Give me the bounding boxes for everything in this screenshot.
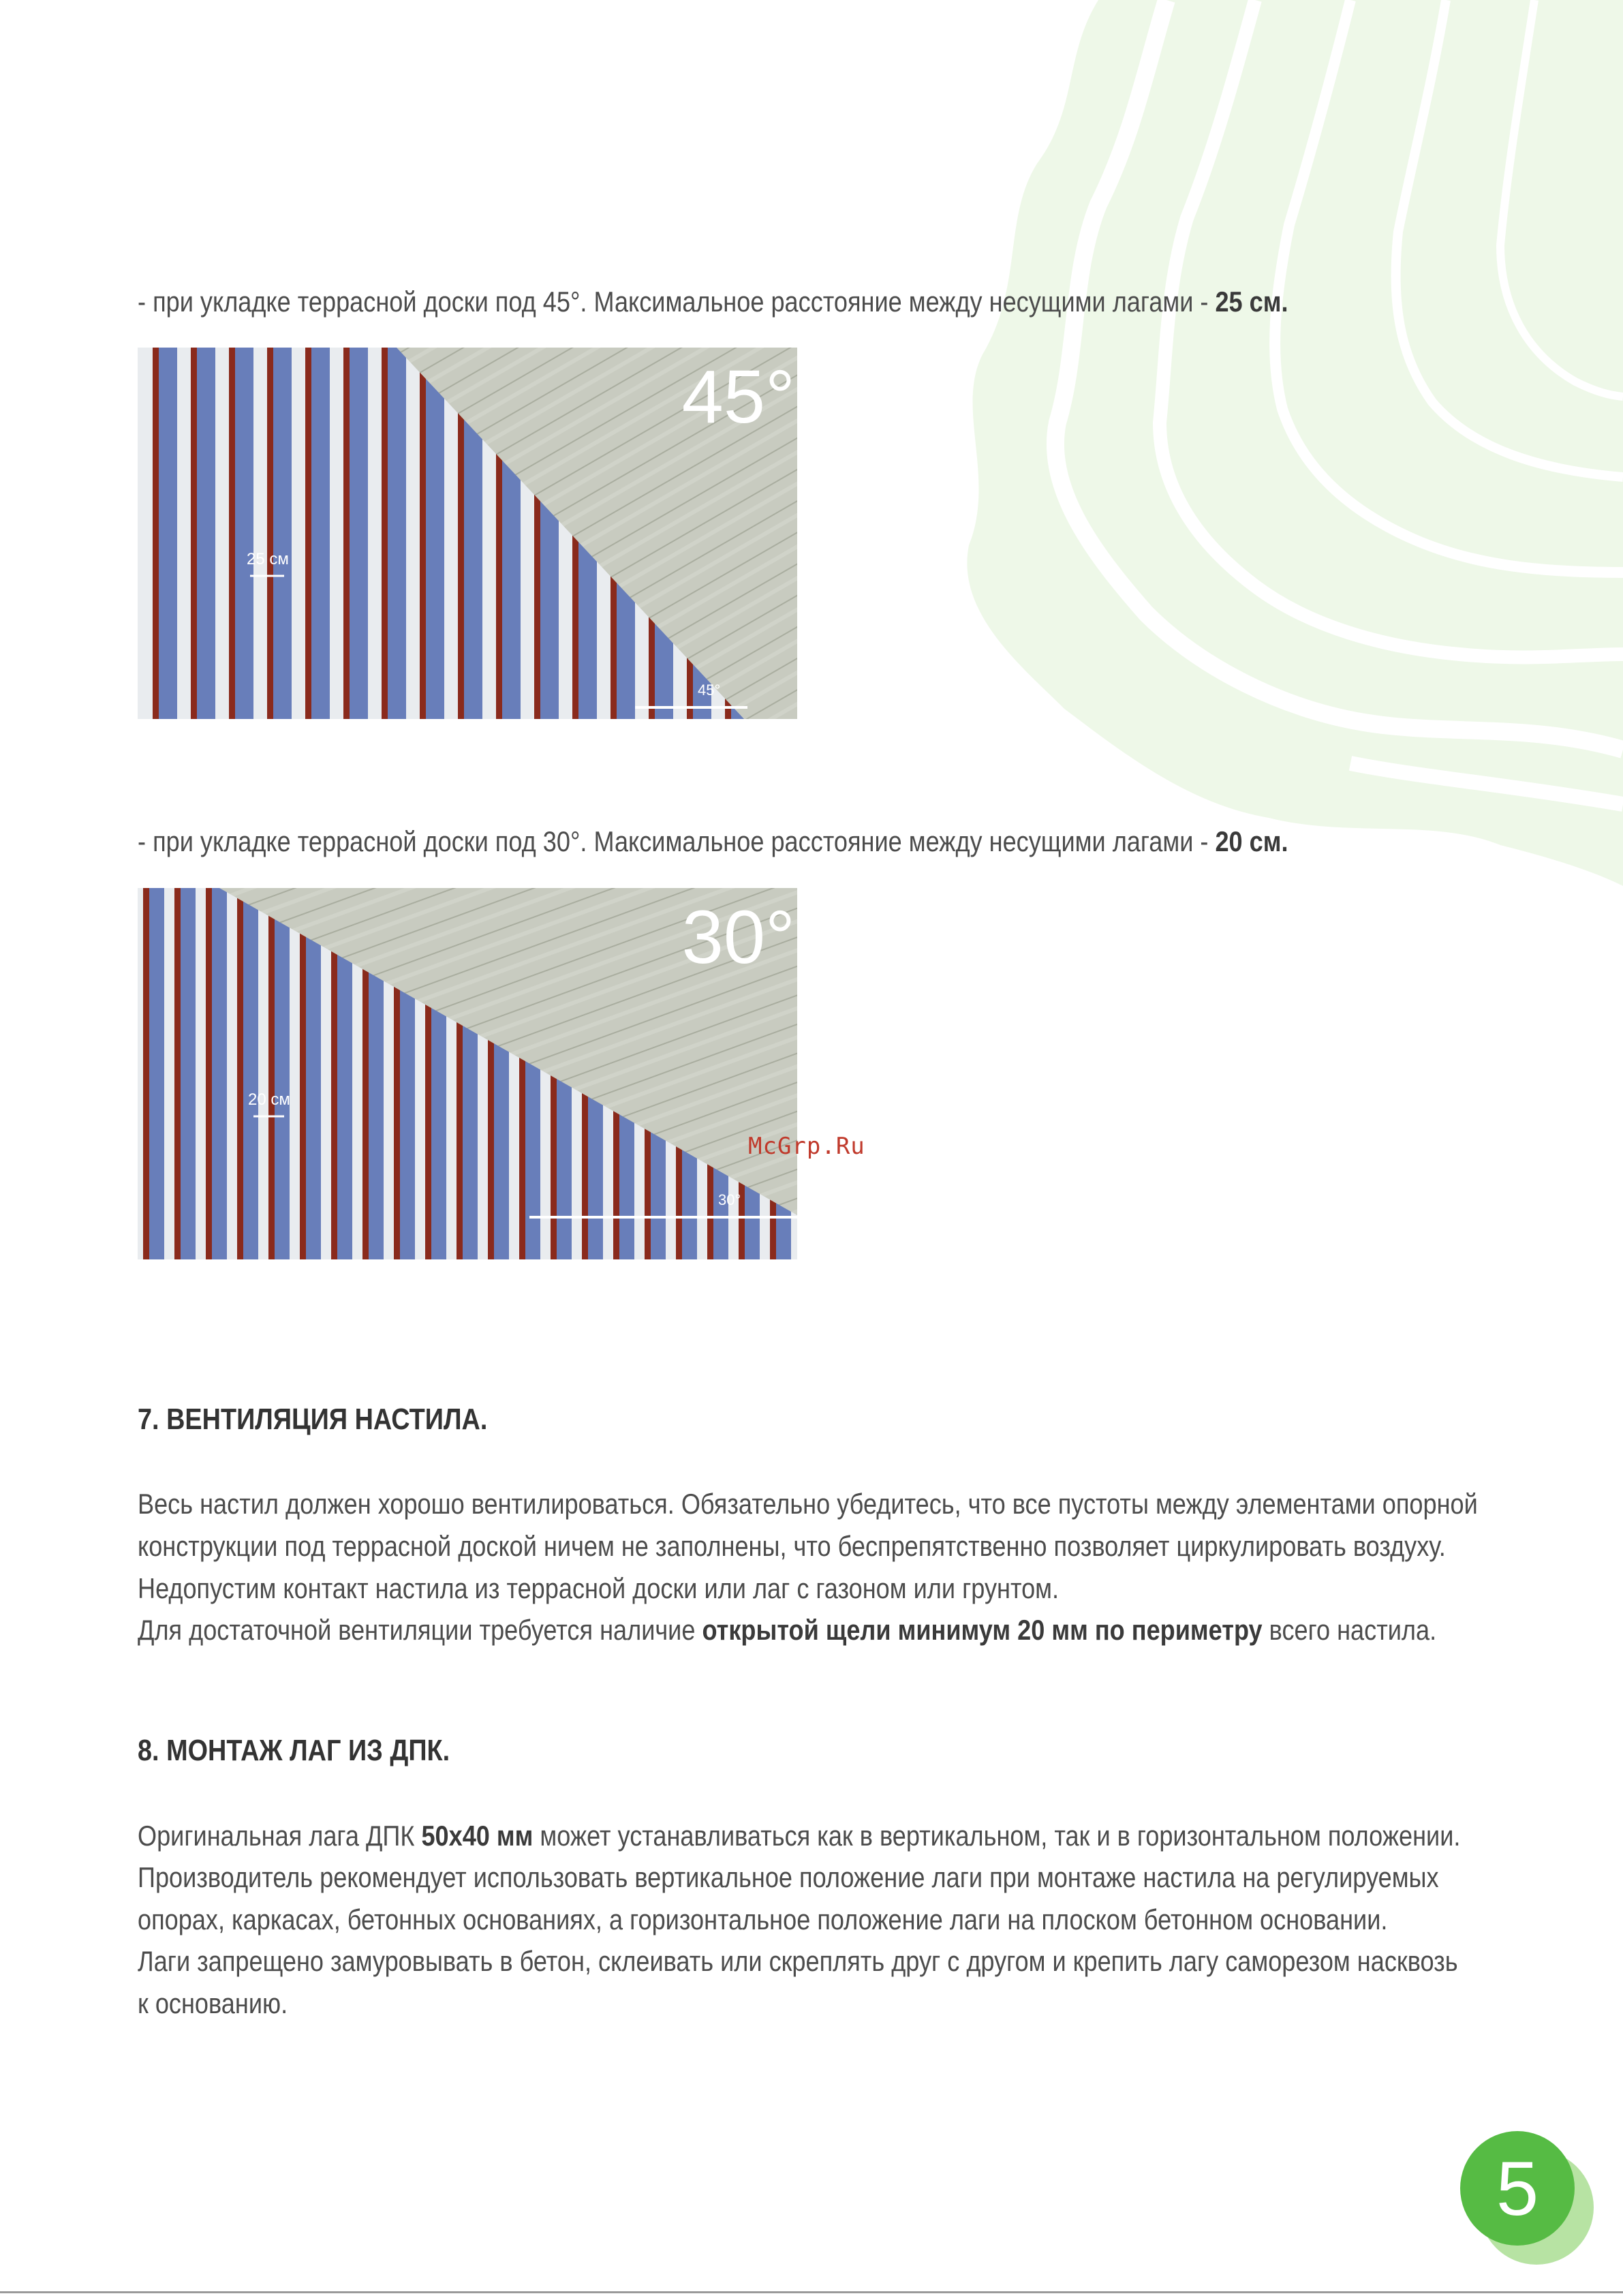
angle-label-30: 30°	[681, 896, 795, 979]
angle-label-45: 45°	[681, 355, 795, 439]
joist-shadow	[274, 888, 290, 1259]
joist-bar	[267, 348, 273, 719]
joist-bar	[191, 348, 197, 719]
caption-30-text: - при укладке террасной доски под 30°. Максимальное расстояние между несущими лагами -	[138, 825, 1216, 857]
joist-bar	[206, 888, 212, 1259]
joist-bar	[300, 888, 306, 1259]
page-number: 5	[1460, 2131, 1575, 2246]
joist-shadow	[196, 348, 215, 719]
joist-bar	[382, 348, 388, 719]
joist-shadow	[273, 348, 292, 719]
spacing-label-30: 20 см	[248, 1090, 290, 1109]
ventilation-line-1: Весь настил должен хорошо вентилироваться. Обязательно убедитесь, что все пустоты между элементами опорной	[138, 1488, 1478, 1520]
joists-line-1-suffix: может устанавливаться как в вертикальном, так и в горизонтальном положении.	[533, 1820, 1461, 1852]
photo-30-degree-layout	[138, 888, 797, 1259]
caption-45	[138, 281, 1288, 323]
joist-bar	[229, 348, 235, 719]
ventilation-line-3: Недопустим контакт настила из террасной доски или лаг с газоном или грунтом.	[138, 1572, 1060, 1604]
joists-line-1-bold: 50х40 мм	[421, 1820, 534, 1852]
joist-shadow	[234, 348, 253, 719]
joist-bar	[153, 348, 159, 719]
joist-shadow	[425, 348, 444, 719]
joist-shadow	[387, 348, 406, 719]
joists-line-1-prefix: Оригинальная лага ДПК	[138, 1820, 422, 1852]
watermark-text: McGrp.Ru	[748, 1133, 865, 1160]
joist-shadow	[158, 348, 177, 719]
ventilation-line-2: конструкции под террасной доской ничем не заполнены, что беспрепятственно позволяет циркулировать воздуху.	[138, 1530, 1446, 1562]
joist-shadow	[243, 888, 258, 1259]
ventilation-line-4-suffix: всего настила.	[1262, 1614, 1437, 1646]
joist-bar	[237, 888, 243, 1259]
joist-shadow	[349, 348, 368, 719]
joist-bar	[174, 888, 181, 1259]
ventilation-line-4	[138, 1609, 1436, 1651]
joist-shadow	[211, 888, 227, 1259]
ventilation-line-4-prefix: Для достаточной вентиляции требуется наличие	[138, 1614, 702, 1646]
caption-45-text: - при укладке террасной доски под 45°. Максимальное расстояние между несущими лагами -	[138, 286, 1216, 318]
joist-bar	[343, 348, 350, 719]
bottom-rule	[0, 2291, 1623, 2293]
page-number-badge	[1460, 2131, 1594, 2265]
caption-45-value: 25 см.	[1215, 286, 1288, 318]
heading-ventilation: 7. ВЕНТИЛЯЦИЯ НАСТИЛА.	[138, 1403, 488, 1436]
photo-45-degree-layout	[138, 348, 797, 719]
joists-line-4: Лаги запрещено замуровывать в бетон, склеивать или скреплять друг с другом и крепить лагу саморезом насквозь	[138, 1945, 1458, 1977]
joists-line-5: к основанию.	[138, 1987, 288, 2019]
joist-bar	[420, 348, 426, 719]
joists-line-1	[138, 1815, 1460, 1857]
joist-shadow	[311, 348, 330, 719]
caption-30-value: 20 см.	[1215, 825, 1288, 857]
heading-joists: 8. МОНТАЖ ЛАГ ИЗ ДПК.	[138, 1734, 450, 1767]
caption-30	[138, 821, 1288, 863]
joist-shadow	[149, 888, 164, 1259]
joist-shadow	[180, 888, 196, 1259]
joists-line-2: Производитель рекомендует использовать вертикальное положение лаги при монтаже настила на регулируемых	[138, 1861, 1439, 1893]
joists-line-3: опорах, каркасах, бетонных основаниях, а горизонтальное положение лаги на плоском бетонном основании.	[138, 1903, 1388, 1935]
joist-bar	[305, 348, 311, 719]
spacing-label-45: 25 см	[247, 550, 289, 568]
joist-bar	[268, 888, 275, 1259]
corner-angle-label-30: 30°	[718, 1191, 741, 1208]
tree-rings-decoration	[942, 0, 1623, 886]
ventilation-line-4-bold: открытой щели минимум 20 мм по периметру	[702, 1614, 1263, 1646]
corner-angle-label-45: 45°	[698, 682, 721, 699]
joist-bar	[143, 888, 149, 1259]
